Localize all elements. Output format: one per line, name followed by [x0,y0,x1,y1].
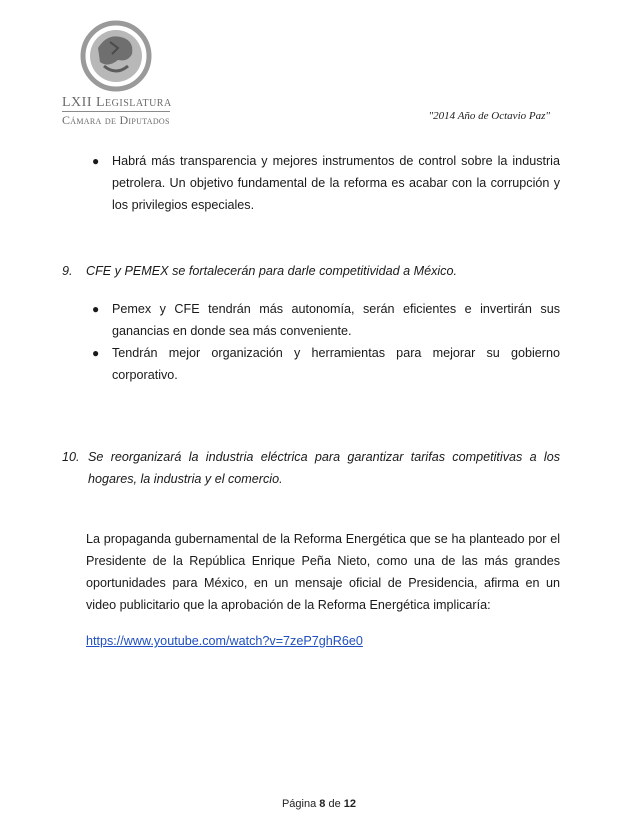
chamber-name: Cámara de Diputados [62,113,170,127]
bullet-icon: ● [92,154,100,168]
year-tag: "2014 Año de Octavio Paz" [428,110,550,122]
legislature-name: LXII Legislatura [62,95,172,110]
page-label: Página [281,798,317,810]
body-paragraph: La propaganda gubernamental de la Reforma Energética que se ha planteado por el Presidente de la República Enrique Peña Nieto, como una de las más grandes oportunidades para México, en un mensaje oficial de Presidencia, afirma en un video publicitario que la aprobación de la Reforma Energética implicaría: [86,532,560,612]
national-seal-icon [68,18,164,92]
page-current: 8 [319,798,326,810]
bullet-icon: ● [92,302,100,316]
logo-divider [62,111,170,112]
chamber-logo [62,18,172,127]
bullet-text: Pemex y CFE tendrán más autonomía, serán eficientes e invertirán sus ganancias en donde sea más conveniente. [112,302,560,338]
numbered-item-10 [62,446,560,490]
bullet-text: Tendrán mejor organización y herramientas para mejorar su gobierno corporativo. [112,346,560,382]
page-body [62,150,560,652]
bullet-item [62,298,560,342]
item-number: 9. [62,264,73,278]
item-number: 10. [62,450,80,464]
bullet-item [62,150,560,216]
page-footer [0,798,638,810]
page-of: de [328,798,341,810]
item-title: CFE y PEMEX se fortalecerán para darle competitividad a México. [86,264,457,278]
video-link[interactable]: https://www.youtube.com/watch?v=7zeP7ghR6e0 [86,634,363,648]
page-total: 12 [343,798,357,810]
numbered-item-9 [62,260,560,282]
bullet-item [62,342,560,386]
bullet-text: Habrá más transparencia y mejores instrumentos de control sobre la industria petrolera. Un objetivo fundamental de la reforma es acabar con la corrupción y los privilegios especiales. [112,154,560,212]
item-title: Se reorganizará la industria eléctrica para garantizar tarifas competitivas a los hogares, la industria y el comercio. [88,450,560,486]
bullet-icon: ● [92,346,100,360]
